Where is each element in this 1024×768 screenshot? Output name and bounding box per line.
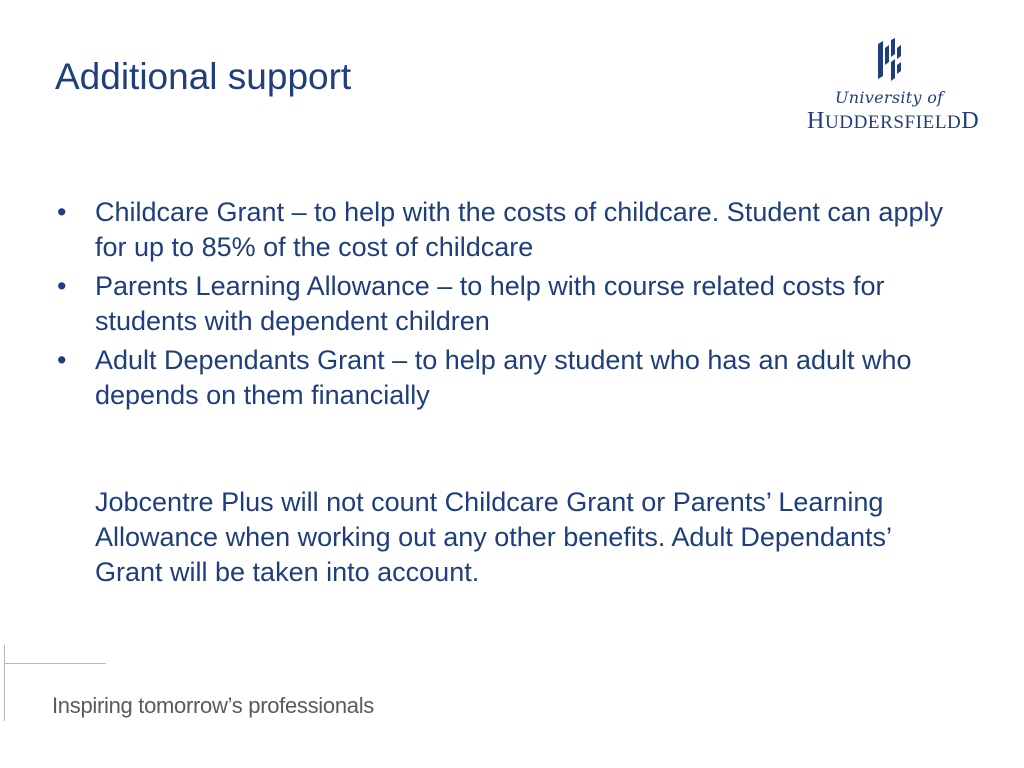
footer-tagline: Inspiring tomorrow’s professionals <box>52 693 374 718</box>
logo-university-of: University of <box>835 88 944 107</box>
logo-huddersfield-smallcaps: UDDERSFIELD <box>824 112 962 133</box>
bullet-item <box>55 269 975 339</box>
university-logo <box>800 38 985 138</box>
bullet-text: Adult Dependants Grant – to help any student who has an adult who depends on them financially <box>95 345 912 410</box>
bullet-marker: • <box>57 345 67 375</box>
bullet-text: Parents Learning Allowance – to help with course related costs for students with dependent children <box>95 271 885 336</box>
footer-horizontal-rule <box>4 663 106 664</box>
bullet-item <box>55 195 975 265</box>
slide-title: Additional support <box>55 56 352 97</box>
jobcentre-note: Jobcentre Plus will not count Childcare Grant or Parents’ Learning Allowance when working out any other benefits. Adult Dependants’ Grant will be taken into account. <box>95 487 891 587</box>
bullet-list <box>55 195 975 417</box>
logo-huddersfield <box>807 108 979 135</box>
bullet-text: Childcare Grant – to help with the costs of childcare. Student can apply for up to 85% of the cost of childcare <box>95 197 943 262</box>
logo-huddersfield-initial: H <box>807 108 825 134</box>
university-crest-icon <box>872 38 904 82</box>
bullet-item <box>55 343 975 413</box>
bullet-marker: • <box>57 271 67 301</box>
bullet-marker: • <box>57 197 67 227</box>
logo-huddersfield-final: D <box>961 108 980 134</box>
footer-vertical-rule <box>4 645 5 721</box>
